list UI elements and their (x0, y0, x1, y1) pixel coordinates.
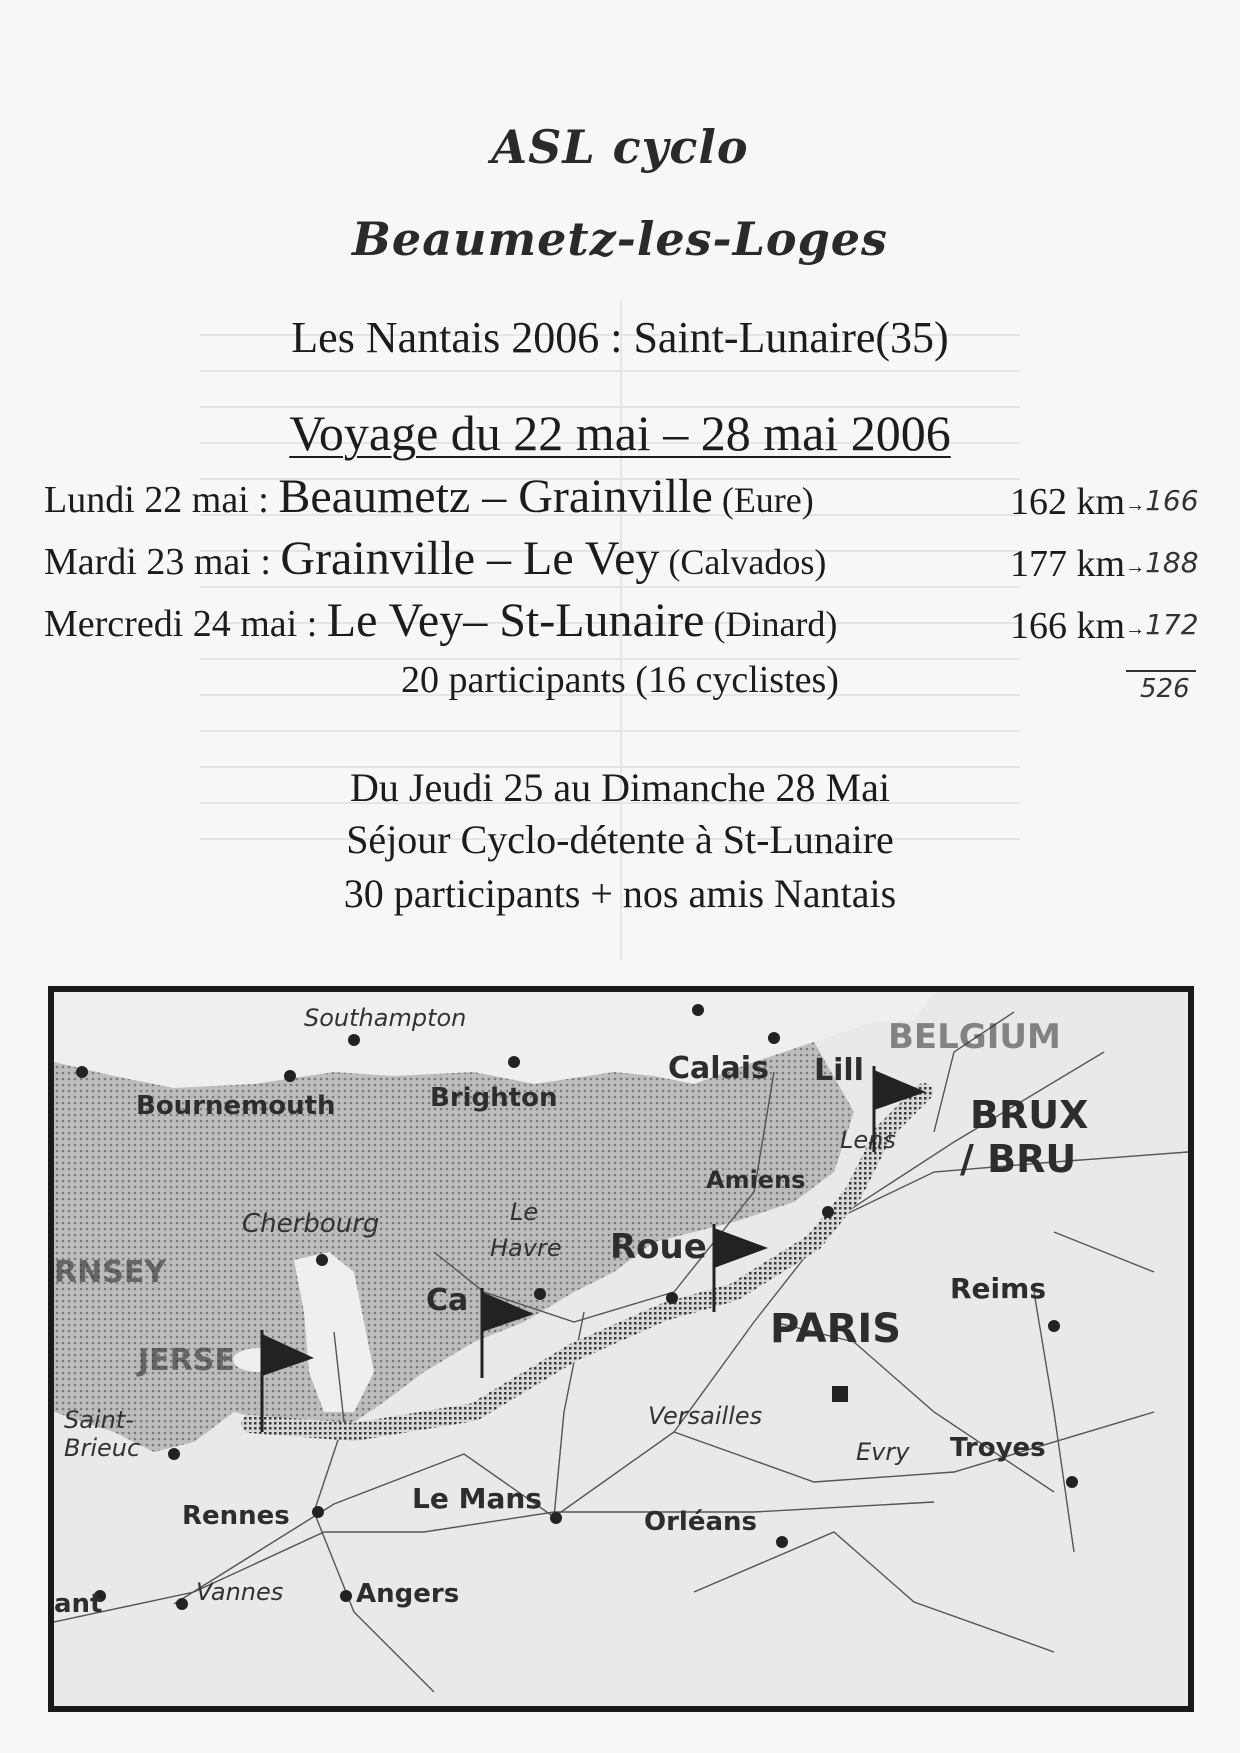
map-label: Troyes (950, 1433, 1046, 1463)
map-label: Calais (668, 1051, 769, 1086)
stay-description: Séjour Cyclo-détente à St-Lunaire (346, 817, 894, 862)
stage-km-actual: 172 (1145, 608, 1199, 641)
stage-route: Grainville – Le Vey (280, 532, 660, 585)
stage-day: Mardi 23 mai : (44, 541, 281, 583)
stay-dates: Du Jeudi 25 au Dimanche 28 Mai (350, 765, 890, 810)
stage-row (44, 532, 1199, 592)
club-title: ASL cyclo (491, 120, 749, 174)
stage-region: (Eure) (712, 480, 814, 520)
map-label: Angers (356, 1579, 460, 1609)
map-label: Amiens (706, 1166, 806, 1194)
map-label: Le (510, 1198, 539, 1226)
map-label: Le Mans (412, 1482, 542, 1515)
trip-dates (0, 404, 1240, 462)
stay-participants: 30 participants + nos amis Nantais (343, 871, 897, 916)
stage-region: (Calvados) (659, 542, 827, 582)
stage-km: 177 km (1010, 543, 1126, 585)
arrow-icon: → (1125, 493, 1146, 516)
map-label: Versailles (648, 1402, 763, 1430)
map-label: BRUX (970, 1093, 1089, 1137)
stage-route: Beaumetz – Grainville (278, 470, 713, 523)
map-label: Brighton (430, 1083, 558, 1113)
map-label: Evry (856, 1438, 910, 1466)
map-label: Saint- (64, 1406, 134, 1434)
stage-day: Lundi 22 mai : (44, 479, 279, 521)
map-label: ant (54, 1589, 103, 1619)
map-label: Southampton (304, 1004, 467, 1032)
map-label: Cherbourg (242, 1209, 380, 1239)
participants: 20 participants (16 cyclistes) (401, 659, 839, 701)
map-label: BELGIUM (888, 1017, 1061, 1057)
stage-region: (Dinard) (704, 604, 838, 644)
stage-km: 166 km (1010, 605, 1126, 647)
total-km: 526 (1140, 674, 1190, 704)
map-label: Bournemouth (136, 1091, 336, 1121)
map-label: Ca (426, 1283, 469, 1318)
map-label: RNSEY (54, 1255, 167, 1290)
stage-route: Le Vey– St-Lunaire (326, 594, 705, 647)
map-label: Brieuc (64, 1434, 141, 1462)
map-label: Rennes (182, 1501, 290, 1531)
map-label: Havre (490, 1234, 562, 1262)
stage-km-actual: 166 (1145, 484, 1199, 517)
map-label: / BRU (960, 1137, 1077, 1181)
trip-dates-text: Voyage du 22 mai – 28 mai 2006 (289, 405, 951, 461)
stage-day: Mercredi 24 mai : (44, 603, 327, 645)
stage-row (44, 470, 1199, 530)
map-label: Roue (610, 1227, 707, 1267)
map-label: JERSE (138, 1343, 235, 1378)
town-title: Beaumetz-les-Loges (352, 212, 888, 266)
stage-row (44, 594, 1199, 654)
map-label: PARIS (770, 1306, 902, 1352)
subtitle: Les Nantais 2006 : Saint-Lunaire(35) (291, 313, 949, 362)
map-svg (54, 992, 1188, 1706)
stage-km-actual: 188 (1145, 546, 1199, 579)
map-label: Orléans (644, 1507, 758, 1537)
map-label: Lill (814, 1053, 864, 1088)
map-label: Reims (950, 1272, 1046, 1305)
map-label: Vannes (196, 1578, 284, 1606)
stage-km: 162 km (1010, 481, 1126, 523)
arrow-icon: → (1125, 555, 1146, 578)
map-label: Lens (840, 1126, 896, 1154)
route-map (48, 986, 1194, 1712)
total-underline (1126, 670, 1196, 672)
arrow-icon: → (1125, 617, 1146, 640)
